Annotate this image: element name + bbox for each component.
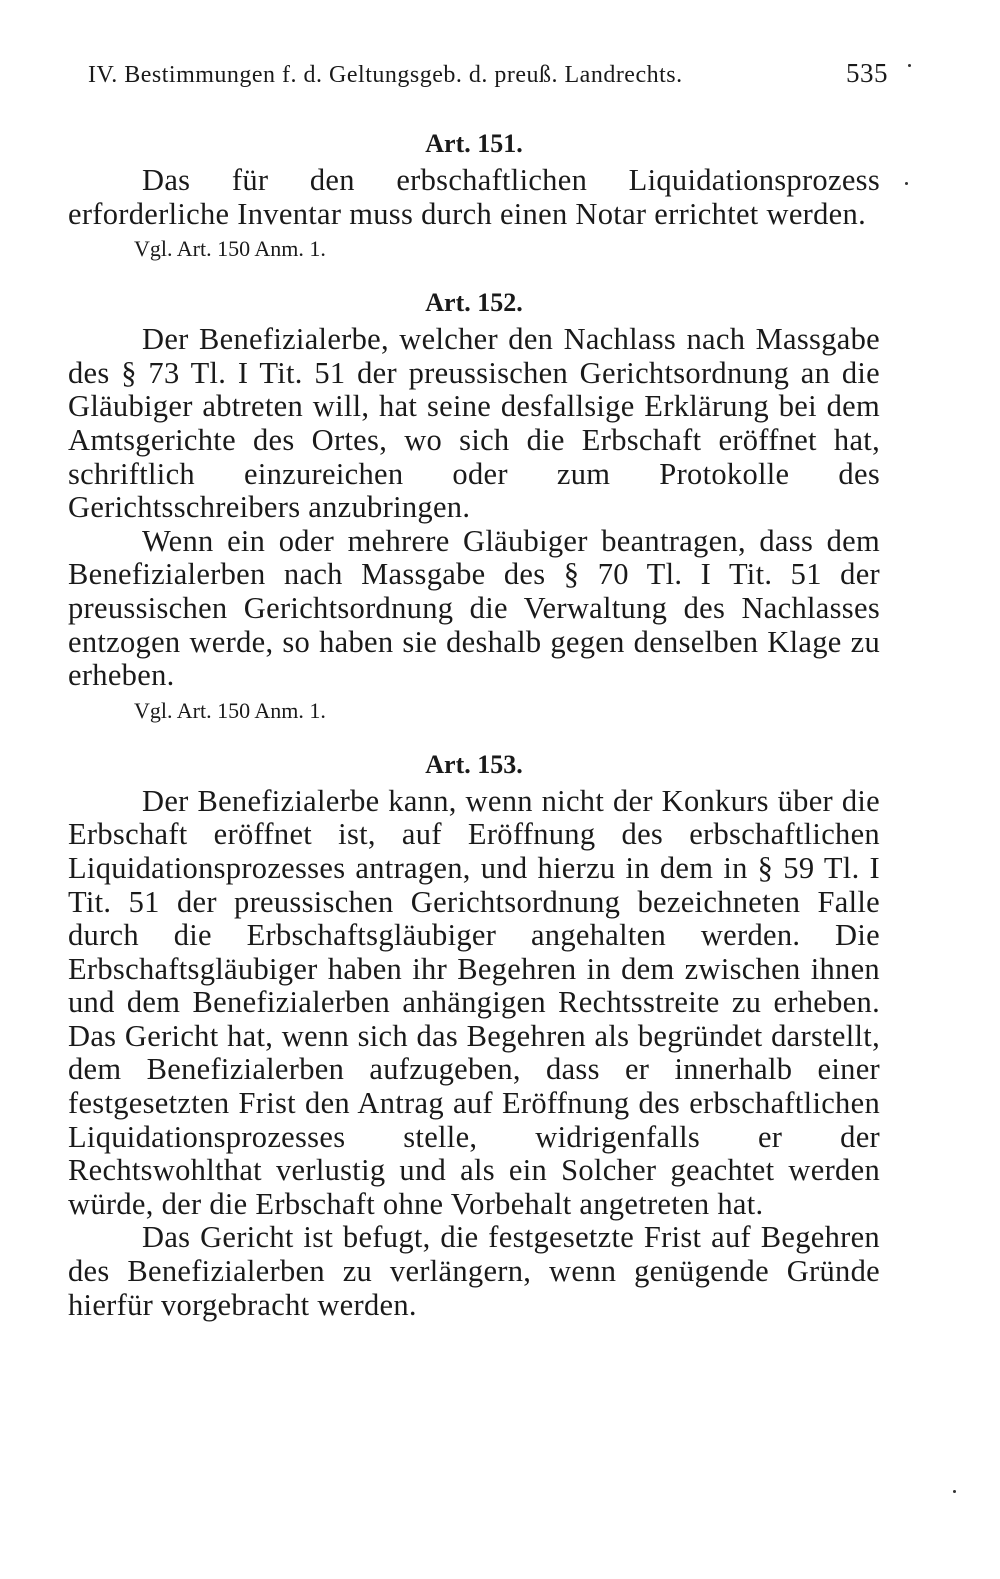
article-heading: Art. 151. xyxy=(425,129,523,158)
article-paragraph: Wenn ein oder mehrere Gläubiger beantragen, dass dem Benefizialerben nach Massgabe des § 70 Tl. I Tit. 51 der preussischen Gerichtsordnung die Verwaltung des Nachlasses entzogen werde, so haben sie deshalb gegen denselben Klage zu erheben. xyxy=(68,523,880,693)
article-152 xyxy=(68,283,880,729)
article-paragraph: Der Benefizialerbe, welcher den Nachlass nach Massgabe des § 73 Tl. I Tit. 51 der preussischen Gerichtsordnung an die Gläubiger abtreten will, hat seine desfallsige Erklärung bei dem Amtsgerichte des Ortes, wo sich die Erbschaft eröffnet hat, schriftlich einzureichen oder zum Protokolle des Gerichtsschreibers anzubringen. xyxy=(68,322,880,525)
article-paragraph: Das Gericht ist befugt, die festgesetzte Frist auf Begehren des Benefizialerben zu verlängern, wenn genügende Gründe hierfür vorgebracht werden. xyxy=(68,1220,880,1322)
article-paragraph: Der Benefizialerbe kann, wenn nicht der Konkurs über die Erbschaft eröffnet ist, auf Eröffnung des erbschaftlichen Liquidationsprozesses antragen, und hierzu in dem in § 59 Tl. I Tit. 51 der preussischen Gerichtsordnung bezeichneten Falle durch die Erbschaftsgläubiger angehalten werden. Die Erbschaftsgläubiger haben ihr Begehren in dem zwischen ihnen und dem Benefizialerben anhängigen Rechtsstreite zu erheben. Das Gericht hat, wenn sich das Begehren als begründet darstellt, dem Benefizialerben aufzugeben, dass er innerhalb einer festgesetzten Frist den Antrag auf Eröffnung des erbschaftlichen Liquidationsprozesses stelle, widrigenfalls er der Rechtswohlthat verlustig und als ein Solcher geachtet werden würde, der die Erbschaft ohne Vorbehalt angetreten hat. xyxy=(68,783,880,1221)
running-title: IV. Bestimmungen f. d. Geltungsgeb. d. preuß. Landrechts. xyxy=(88,62,683,88)
article-paragraph: Das für den erbschaftlichen Liquidationsprozess erforderliche Inventar muss durch einen Notar errichtet werden. xyxy=(68,163,880,231)
article-151 xyxy=(68,124,880,267)
page-number: 535 xyxy=(846,58,888,88)
scan-speck xyxy=(905,182,908,185)
scan-speck xyxy=(953,1490,956,1493)
running-head xyxy=(88,58,888,89)
cross-reference: Vgl. Art. 150 Anm. 1. xyxy=(134,236,326,262)
article-heading: Art. 152. xyxy=(425,288,523,318)
scan-speck xyxy=(908,64,911,67)
cross-reference: Vgl. Art. 150 Anm. 1. xyxy=(134,697,326,723)
article-heading: Art. 153. xyxy=(425,749,523,779)
article-153 xyxy=(68,745,880,1323)
page-body xyxy=(68,124,880,1322)
